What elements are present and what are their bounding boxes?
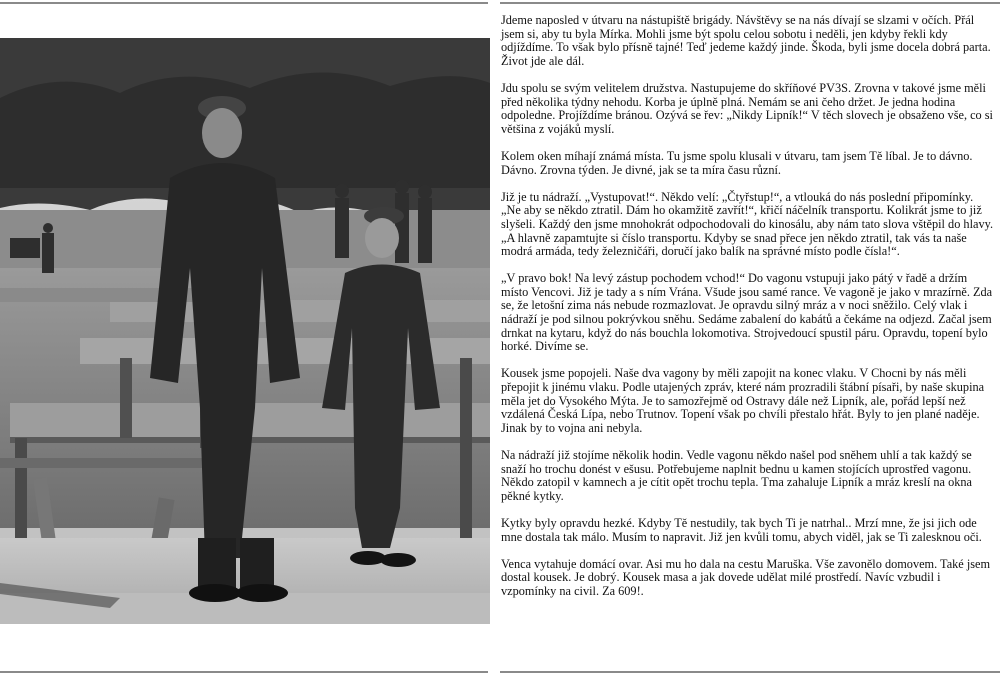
paragraph-1: Jdeme naposled v útvaru na nástupiště brigády. Návštěvy se na nás dívají se slzami v očích. Přál jsem si, aby tu byla Mírka. Mohli jsme být spolu celou sobotu i neděli, jen kdyby řekli kdy odjíždíme. To však bylo přísně tajné! Teď jedeme každý jinde. Škoda, byli jsme docela dobrá parta. Život jde ale dál.: [501, 13, 991, 68]
article-text: [501, 14, 995, 612]
paragraph-3: Kolem oken míhají známá místa. Tu jsme spolu klusali v útvaru, tam jsem Tě líbal. Je to dávno. Dávno. Zrovna týden. Je divné, jak se ta míra času různí.: [501, 148, 973, 177]
paragraph-5: „V pravo bok! Na levý zástup pochodem vchod!“ Do vagonu vstupuji jako pátý v řadě a držím místo Vencovi. Již je tady a s ním Vrána. Všude jsou samé rance. Ve vagoně je jako v mrazírně. Zda se, že letošní zima nás nebude rozmazlovat. Je opravdu silný mráz a v noci sněžilo. Celý vlak i nádraží je pod silnou pokrývkou sněhu. Sedáme zabalení do kabátů a čekáme na odjezd. Začal jsem drnkat na kytaru, když do nás bouchla lokomotiva. Strojvedoucí spustil páru. Opravdu, topení bylo horké. Divíme se.: [501, 271, 993, 354]
top-rule-right: [500, 2, 1000, 4]
bottom-rule-left: [0, 671, 488, 673]
paragraph-6: Kousek jsme popojeli. Naše dva vagony by měli zapojit na konec vlaku. V Chocni by nás měli přepojit k jinému vlaku. Podle utajených zpráv, které nám prozradili štábní písaři, by naše skupina měla jet do Vysokého Mýta. Je to samozřejmě od Ostravy dále než Lipník, ale, pořád lepší než vzdálená Česká Lípa, nebo Trutnov. Topení však po chvíli přestalo hřát. Byly to jen plané naděje. Jinak by to vojna ani nebyla.: [501, 366, 985, 435]
soldiers-photo: [0, 38, 490, 624]
paragraph-7: Na nádraží již stojíme několik hodin. Vedle vagonu někdo našel pod sněhem uhlí a tak každý se snaží ho trochu donést v ešusu. Potřebujeme naplnit bednu u kamen stojících uprostřed vagonu. Někdo zatopil v kamnech a je cítit opět trochu tepla. Tma zahaluje Lipník a mráz kreslí na okna pěkné kytky.: [501, 448, 972, 503]
paragraph-2: Jdu spolu se svým velitelem družstva. Nastupujeme do skříňové PV3S. Zrovna v takové jsme měli před několika týdny nehodu. Korba je úplně plná. Nemám se ani čeho držet. Je jedna hodina odpoledne. Projíždíme bránou. Ozývá se řev: „Nikdy Lipník!“ V těch slovech je obsaženo vše, co si většina z vojáků myslí.: [501, 80, 993, 136]
bottom-rule-right: [500, 671, 1000, 673]
paragraph-8: Kytky byly opravdu hezké. Kdyby Tě nestudily, tak bych Ti je natrhal.. Mrzí mne, že jsi jich ode mne dostala tak málo. Musím to napravit. Již jen kvůli tomu, abych viděl, jak se Ti zalesknou oči.: [501, 515, 982, 544]
paragraph-4: Již je tu nádraží. „Vystupovat!“. Někdo velí: „Čtyřstup!“, a vtlouká do nás poslední připomínky. „Ne aby se někdo ztratil. Dám ho okamžitě zavřít!“, křičí náčelník transportu. Kolikrát jsme to již slyšeli. Každý den jsme mnohokrát odpochodovali do kinosálu, aby nám tato slova vštěpil do hlavy. „A hlavně zapamtujte si číslo transportu. Kdyby se snad přece jen někdo ztratil, tak vás ta naše modrá armáda, tedy železničáři, doručí jako balík na správné místo podle čísla!“.: [501, 189, 994, 259]
paragraph-9: Venca vytahuje domácí ovar. Asi mu ho dala na cestu Maruška. Vše zavonělo domovem. Také jsem dostal kousek. Je dobrý. Kousek masa a jak dovede udělat milé prostředí. Navíc vzbudil i vzpomínky na civil. Za 609!.: [501, 556, 991, 598]
top-rule-left: [0, 2, 488, 4]
